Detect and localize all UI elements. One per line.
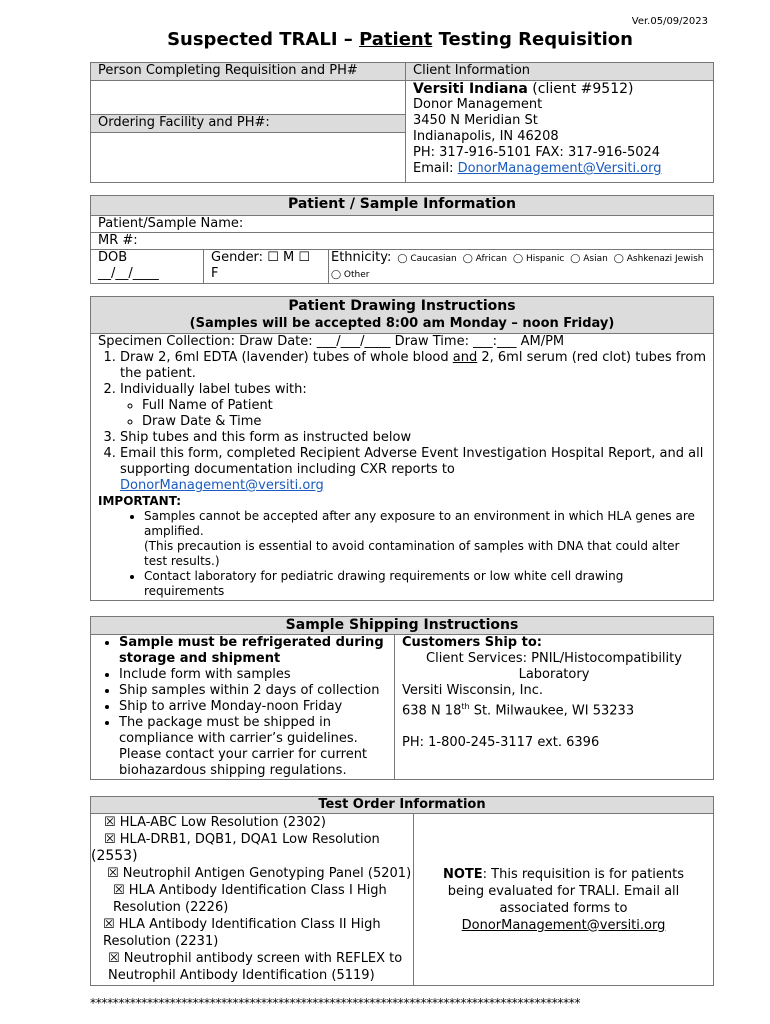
client-email-link[interactable]: DonorManagement@Versiti.org <box>457 161 662 176</box>
drawing-step-1: 1. Draw 2, 6ml EDTA (lavender) tubes of whole blood and 2, 6ml serum (red clot) tubes from the patient. <box>120 350 706 382</box>
ordering-facility-label: Ordering Facility and PH#: <box>91 115 406 133</box>
page-title: Suspected TRALI – Patient Testing Requisition <box>167 29 633 50</box>
specimen-collection-line[interactable]: Specimen Collection: Draw Date: ___/___/____ Draw Time: ___:___ AM/PM <box>98 334 565 349</box>
note-text: NOTE: This requisition is for patients being evaluated for TRALI. Email all associated forms to <box>442 866 685 916</box>
ethnicity-option-african[interactable]: ◯ African <box>462 254 508 264</box>
patient-name-label: Patient/Sample Name: <box>98 216 244 231</box>
test-hla-class2-checkbox[interactable]: ☒ HLA Antibody Identification Class II High Resolution (2231) <box>103 917 381 949</box>
test-hla-drb1-code: (2553) <box>91 848 138 864</box>
shipping-section-heading: Sample Shipping Instructions <box>91 617 714 635</box>
drawing-step-4: 4. Email this form, completed Recipient Adverse Event Investigation Hospital Report, and all supporting documentation including CXR reports to DonorManagement@versiti.org <box>120 446 706 494</box>
dob-blank: __/__/____ <box>98 266 159 281</box>
ship-to-street: 638 N 18th St. Milwaukee, WI 53233 <box>402 702 635 719</box>
drawing-instructions-table <box>90 296 714 601</box>
note-email[interactable]: DonorManagement@versiti.org <box>461 917 666 933</box>
ethnicity-option-other[interactable]: ◯ Other <box>331 270 370 280</box>
ship-to-cell <box>395 635 714 780</box>
drawing-subheading: (Samples will be accepted 8:00 am Monday – noon Friday) <box>189 316 615 331</box>
requisition-info-table <box>90 62 714 183</box>
client-email-label: Email: <box>413 161 458 176</box>
ship-to-dept: Client Services: PNIL/Histocompatibility Laboratory <box>426 651 682 682</box>
patient-name-field[interactable] <box>91 216 714 233</box>
shipping-rules-cell <box>91 635 395 780</box>
patient-section-heading: Patient / Sample Information <box>91 196 714 216</box>
client-line: 3450 N Meridian St <box>413 113 538 128</box>
patient-info-table <box>90 195 714 284</box>
ethnicity-option-hispanic[interactable]: ◯ Hispanic <box>513 254 565 264</box>
ethnicity-option-asian[interactable]: ◯ Asian <box>570 254 608 264</box>
client-number: (client #9512) <box>527 81 634 97</box>
client-info-label: Client Information <box>406 63 714 81</box>
drawing-email-link[interactable]: DonorManagement@versiti.org <box>120 478 324 493</box>
ship-to-label: Customers Ship to: <box>402 635 542 650</box>
mr-number-field[interactable] <box>91 233 714 250</box>
test-order-table <box>90 796 714 986</box>
ordering-facility-field[interactable] <box>91 133 406 183</box>
ethnicity-option-caucasian[interactable]: ◯ Caucasian <box>397 254 457 264</box>
footer-separator: ************************************************************************************** <box>90 996 581 1010</box>
test-hla-abc-checkbox[interactable]: ☒ HLA-ABC Low Resolution (2302) <box>104 815 326 830</box>
test-list-cell <box>91 814 414 986</box>
shipping-rule-bold: • Sample must be refrigerated during storage and shipment <box>119 635 387 667</box>
drawing-step-3: 3. Ship tubes and this form as instructed below <box>120 430 706 446</box>
test-neutrophil-screen-checkbox[interactable]: ☒ Neutrophil antibody screen with REFLEX to Neutrophil Antibody Identification (5119) <box>108 951 403 983</box>
version-label: Ver.05/09/2023 <box>631 16 708 27</box>
test-hla-drb1-checkbox[interactable]: ☒ HLA-DRB1, DQB1, DQA1 Low Resolution <box>104 832 380 847</box>
shipping-rule: • Include form with samples <box>119 667 387 683</box>
gender-label: Gender: ☐ M ☐ <box>211 250 310 265</box>
gender-field[interactable] <box>204 250 329 284</box>
drawing-step-2: 2. Individually label tubes with: ◦ Full Name of Patient ◦ Draw Date & Time <box>120 382 706 430</box>
important-item: • Contact laboratory for pediatric drawing requirements or low white cell drawing requirements <box>144 569 706 599</box>
person-completing-field[interactable] <box>91 81 406 115</box>
client-line: PH: 317-916-5101 FAX: 317-916-5024 <box>413 145 661 160</box>
note-cell <box>414 814 714 986</box>
ethnicity-option-ashkenazi-jewish[interactable]: ◯ Ashkenazi Jewish <box>613 254 704 264</box>
test-neutrophil-genotyping-checkbox[interactable]: ☒ Neutrophil Antigen Genotyping Panel (5201) <box>107 866 412 881</box>
ship-to-company: Versiti Wisconsin, Inc. <box>402 683 543 698</box>
gender-f-label: F <box>211 266 219 281</box>
client-info-block <box>406 81 714 183</box>
important-item: • Samples cannot be accepted after any exposure to an environment in which HLA genes are amplified. (This precaution is essential to avoid contamination of samples with DNA that could alter test results.) <box>144 509 706 569</box>
ethnicity-label: Ethnicity: <box>331 250 392 265</box>
person-completing-label: Person Completing Requisition and PH# <box>91 63 406 81</box>
mr-label: MR #: <box>98 233 138 248</box>
client-name: Versiti Indiana <box>413 81 528 97</box>
client-line: Donor Management <box>413 97 543 112</box>
client-line: Indianapolis, IN 46208 <box>413 129 559 144</box>
drawing-instructions-body <box>91 334 714 601</box>
ship-to-phone: PH: 1-800-245-3117 ext. 6396 <box>402 735 600 751</box>
ethnicity-field <box>329 250 714 284</box>
shipping-rule: • The package must be shipped in compliance with carrier’s guidelines. Please contact your carrier for current biohazardous shipping regulations. <box>119 715 387 779</box>
dob-field[interactable] <box>91 250 204 284</box>
shipping-rule: • Ship samples within 2 days of collection <box>119 683 387 699</box>
label-item: ◦ Draw Date & Time <box>142 414 706 430</box>
dob-label: DOB <box>98 250 128 265</box>
test-hla-class1-checkbox[interactable]: ☒ HLA Antibody Identification Class I High Resolution (2226) <box>113 883 387 915</box>
shipping-instructions-table <box>90 616 714 780</box>
shipping-rule: • Ship to arrive Monday-noon Friday <box>119 699 387 715</box>
drawing-heading: Patient Drawing Instructions <box>288 298 516 314</box>
drawing-section-heading <box>91 297 714 334</box>
label-item: ◦ Full Name of Patient <box>142 398 706 414</box>
important-label: IMPORTANT: <box>98 494 182 508</box>
test-section-heading: Test Order Information <box>91 797 714 814</box>
